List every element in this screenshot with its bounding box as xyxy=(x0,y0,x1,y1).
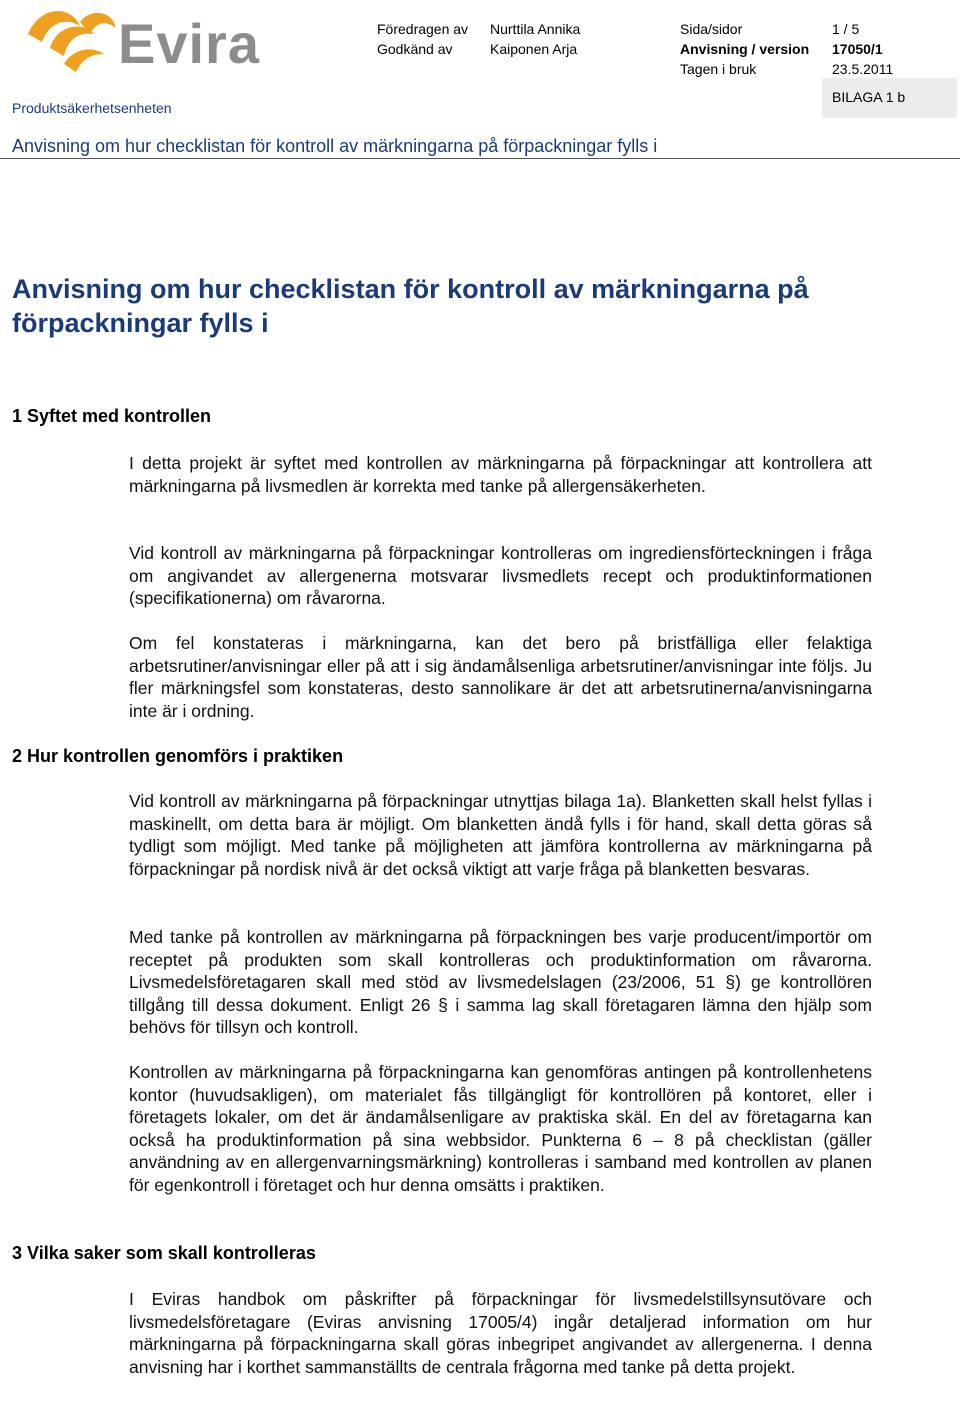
meta-label-pages: Sida/sidor xyxy=(680,21,743,37)
meta-value-approved: Kaiponen Arja xyxy=(490,41,578,57)
unit-name: Produktsäkerhetsenheten xyxy=(12,100,172,116)
section-heading-1: 1 Syftet med kontrollen xyxy=(12,406,212,426)
section-1-paragraph: I detta projekt är syftet med kontrollen av märkningarna på förpackningar att kontrollera att märkningarna på livsmedlen är korrekta med tanke på allergensäkerheten. xyxy=(129,453,872,496)
meta-value-pages: 1 / 5 xyxy=(832,21,860,37)
meta-value-version: 17050/1 xyxy=(832,41,883,57)
section-2-paragraph: Med tanke på kontrollen av märkningarna på förpackningen bes varje producent/importör om receptet på produkten som skall kontrolleras och produktinformation om råvarorna. Livsmedelsföretagaren skall med stöd av livsmedelslagen (23/2006, 51 §) ge kontrollören tillgång till dessa dokument. Enligt 26 § i samma lag skall företagaren lämna den hjälp som behövs för tillsyn och kontroll. xyxy=(129,927,872,1038)
section-3-paragraph: I Eviras handbok om påskrifter på förpackningar för livsmedelstillsynsutövare och livsmedelsföretagare (Eviras anvisning 17005/4) ingår detaljerad information om hur märkningarna på förpackningarna skall göras inbegripet angivandet av allergenerna. I denna anvisning har i korthet sammanställts de centrala frågorna med tanke på detta projekt. xyxy=(129,1289,872,1377)
meta-label-approved: Godkänd av xyxy=(377,41,453,57)
attachment-label: BILAGA 1 b xyxy=(832,89,906,105)
section-1-paragraph: Vid kontroll av märkningarna på förpackningar kontrolleras om ingrediensförteckningen i fråga om angivandet av allergenerna motsvarar livsmedlets recept och produktinformationen (specifikationerna) om råvarorna. xyxy=(129,543,872,609)
logo-wordmark: Evira xyxy=(118,12,260,75)
meta-label-version: Anvisning / version xyxy=(680,41,810,57)
running-title: Anvisning om hur checklistan för kontroll av märkningarna på förpackningar fylls i xyxy=(12,136,658,156)
evira-logo xyxy=(20,4,260,76)
attachment-badge xyxy=(822,78,957,118)
meta-value-prepared: Nurttila Annika xyxy=(490,21,581,37)
meta-label-in-use: Tagen i bruk xyxy=(680,61,757,77)
document-title: Anvisning om hur checklistan för kontroll av märkningarna på förpackningar fylls i xyxy=(12,274,809,338)
section-2-paragraph: Vid kontroll av märkningarna på förpackningar utnyttjas bilaga 1a). Blanketten skall helst fyllas i maskinellt, om detta bara är möjligt. Om blanketten ändå fylls i för hand, skall detta göras så tydligt som möjligt. Med tanke på möjligheten att jämföra kontrollerna av märkningarna på förpackningar på nordisk nivå är det också viktigt att varje fråga på blanketten besvaras. xyxy=(129,791,872,879)
header-divider xyxy=(0,158,960,159)
section-heading-3: 3 Vilka saker som skall kontrolleras xyxy=(12,1243,316,1263)
section-2-paragraph: Kontrollen av märkningarna på förpackningarna kan genomföras antingen på kontrollenhetens kontor (huvudsakligen), om materialet fås tillgängligt för kontrollören på kontoret, eller i företagets lokaler, om det är ändamålsenligare av praktiska skäl. En del av företagarna kan också ha produktinformation på sina webbsidor. Punkterna 6 – 8 på checklistan (gäller användning av en allergenvarningsmärkning) kontrolleras i samband med kontrollen av planen för egenkontroll i företaget och hur denna omsätts i praktiken. xyxy=(129,1062,872,1195)
meta-label-prepared: Föredragen av xyxy=(377,21,469,37)
section-1-paragraph: Om fel konstateras i märkningarna, kan det bero på bristfälliga eller felaktiga arbetsrutiner/anvisningar eller på att i sig ändamålsenliga arbetsrutiner/anvisningar inte följs. Ju fler märkningsfel som konstateras, desto sannolikare är det att arbetsrutinerna/anvisningarna inte är i ordning. xyxy=(129,633,872,721)
section-heading-2: 2 Hur kontrollen genomförs i praktiken xyxy=(12,746,344,766)
meta-value-in-use: 23.5.2011 xyxy=(832,61,894,77)
